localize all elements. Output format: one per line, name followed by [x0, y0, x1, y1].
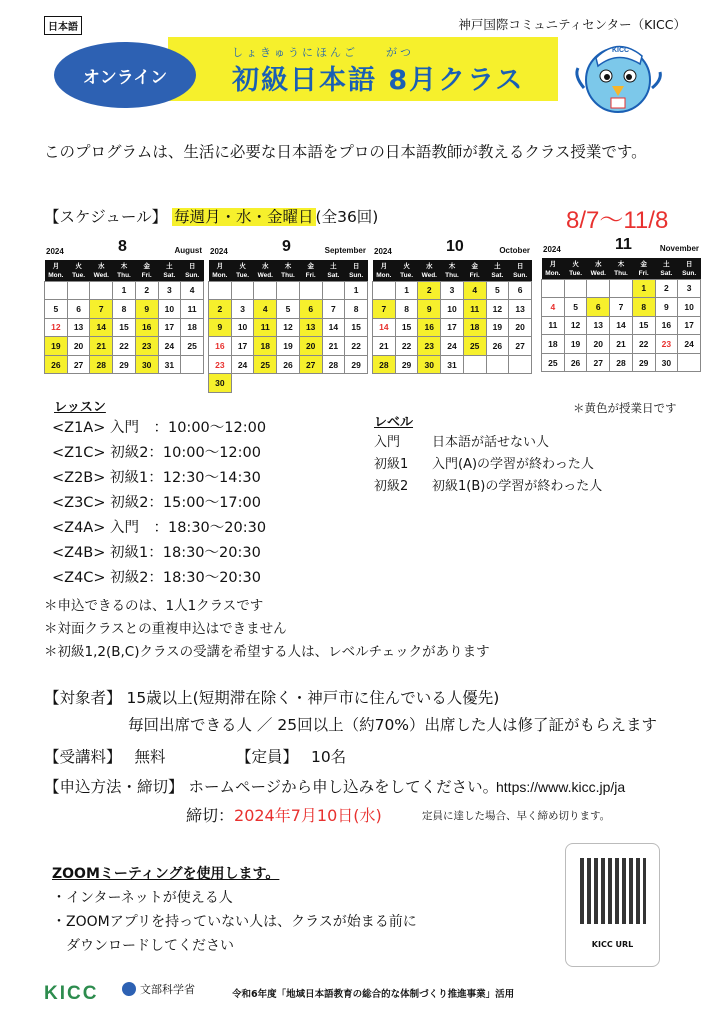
calendar-day: 13	[67, 318, 90, 337]
calendar-day: 17	[158, 318, 181, 337]
lesson-item: <Z4C> 初級2：18:30〜20:30	[52, 570, 261, 586]
calendar-day: 20	[67, 337, 90, 356]
language-tag: 日本語	[44, 16, 82, 35]
calendar-day: 24	[158, 337, 181, 356]
weekday-jp: 水	[418, 260, 441, 270]
calendar-day: 4	[181, 281, 204, 300]
calendar-day: 18	[254, 337, 277, 356]
deadline	[186, 803, 382, 826]
calendar-day: 18	[463, 318, 486, 337]
notes-list	[44, 595, 490, 664]
weekday-jp: 土	[486, 260, 509, 270]
calendar-month-number: 8	[118, 238, 127, 255]
weekday-jp: 火	[67, 260, 90, 270]
deadline-label: 締切：	[186, 806, 235, 825]
calendar-year: 2024	[374, 247, 392, 256]
mascot-illustration	[556, 28, 674, 118]
calendar-month-number: 11	[615, 236, 632, 253]
fee-label: 【受講料】	[44, 748, 122, 766]
calendar-day: 19	[564, 335, 587, 354]
calendar-day: 25	[463, 337, 486, 356]
calendar-day: 23	[418, 337, 441, 356]
calendar-day: 7	[610, 298, 633, 317]
calendar-day: 15	[632, 316, 655, 335]
weekday-en: Wed.	[587, 268, 610, 279]
weekday-en: Sun.	[509, 270, 532, 281]
calendar-day: 5	[277, 300, 300, 319]
calendar-day: 8	[345, 300, 368, 319]
calendar-day: 16	[135, 318, 158, 337]
calendar-day: 27	[299, 355, 322, 374]
calendar-day: 22	[345, 337, 368, 356]
calendar-day: 16	[209, 337, 232, 356]
zoom-line: ・インターネットが使える人	[52, 890, 233, 906]
deadline-note: 定員に達した場合、早く締め切ります。	[422, 810, 611, 822]
calendar-day: 1	[345, 281, 368, 300]
calendar-day: 4	[254, 300, 277, 319]
calendar-day: 15	[113, 318, 136, 337]
weekday-en: Sun.	[181, 270, 204, 281]
zoom-heading: ZOOMミーティングを使用します。	[52, 866, 280, 882]
calendar-day: 9	[135, 300, 158, 319]
lesson-list	[52, 416, 266, 591]
calendar-day: 6	[67, 300, 90, 319]
calendar-month-number: 9	[282, 238, 291, 255]
calendar-day: 21	[90, 337, 113, 356]
calendar-day: 11	[254, 318, 277, 337]
calendar-day: 31	[158, 355, 181, 374]
calendar-day: 19	[45, 337, 68, 356]
weekday-jp: 日	[509, 260, 532, 270]
calendar-day: 2	[209, 300, 232, 319]
mext-emblem-icon	[122, 982, 136, 996]
weekday-en: Sat.	[655, 268, 678, 279]
level-name: 入門	[374, 435, 401, 450]
lesson-item: <Z1C> 初級2：10:00〜12:00	[52, 445, 261, 461]
weekday-jp: 日	[345, 260, 368, 270]
level-name: 初級1	[374, 457, 409, 472]
apply-url-link[interactable]: https://www.kicc.jp/ja	[496, 779, 626, 795]
capacity-value: 10名	[310, 748, 347, 766]
weekday-en: Wed.	[418, 270, 441, 281]
level-item	[374, 454, 602, 476]
lesson-item: <Z4B> 初級1：18:30〜20:30	[52, 545, 261, 561]
qr-code-card[interactable]	[565, 843, 660, 967]
calendar-day	[463, 355, 486, 374]
svg-text:KICC: KICC	[612, 47, 630, 54]
mext-logo	[122, 981, 195, 997]
calendar-day: 9	[209, 318, 232, 337]
weekday-en: Fri.	[299, 270, 322, 281]
schedule-label: 【スケジュール】	[44, 208, 168, 226]
calendar-year: 2024	[46, 247, 64, 256]
calendar-day: 14	[610, 316, 633, 335]
calendar-day: 30	[418, 355, 441, 374]
calendar-day: 26	[277, 355, 300, 374]
weekday-en: Tue.	[67, 270, 90, 281]
calendar-day: 12	[45, 318, 68, 337]
calendar-day: 3	[441, 281, 464, 300]
note-item: ＊申込できるのは、1人1クラスです	[44, 598, 264, 614]
calendar-day: 20	[509, 318, 532, 337]
calendar-day: 22	[632, 335, 655, 354]
calendar-day: 29	[113, 355, 136, 374]
calendar-day: 21	[373, 337, 396, 356]
calendar-day: 19	[277, 337, 300, 356]
weekday-en: Thu.	[277, 270, 300, 281]
calendar-month-number: 10	[446, 238, 464, 255]
lesson-item: <Z1A> 入門 ：10:00〜12:00	[52, 420, 267, 436]
weekday-jp: 月	[209, 260, 232, 270]
calendar-day: 5	[564, 298, 587, 317]
calendar-day: 30	[135, 355, 158, 374]
calendar-year: 2024	[543, 245, 561, 254]
calendar-month	[372, 238, 532, 374]
weekday-en: Mon.	[373, 270, 396, 281]
calendar-day: 24	[441, 337, 464, 356]
calendar-day: 6	[509, 281, 532, 300]
calendar-day: 28	[373, 355, 396, 374]
calendar-month	[208, 238, 368, 393]
calendar-day: 1	[395, 281, 418, 300]
calendar-day	[564, 279, 587, 298]
calendar-day: 15	[345, 318, 368, 337]
calendar-day: 27	[509, 337, 532, 356]
calendar-day: 23	[209, 355, 232, 374]
apply-value: ホームページから申し込みをしてください。	[188, 778, 499, 796]
weekday-en: Fri.	[463, 270, 486, 281]
mext-name: 文部科学省	[140, 983, 195, 996]
capacity-label: 【定員】	[236, 748, 299, 766]
yellow-note: ＊黄色が授業日です	[573, 401, 677, 415]
zoom-section	[52, 862, 417, 958]
calendar-day: 15	[395, 318, 418, 337]
calendar-day: 17	[678, 316, 701, 335]
weekday-jp: 水	[90, 260, 113, 270]
calendar-day: 23	[655, 335, 678, 354]
calendar-day: 16	[418, 318, 441, 337]
calendar-day: 9	[655, 298, 678, 317]
calendar-day: 19	[486, 318, 509, 337]
calendar-day	[67, 281, 90, 300]
weekday-jp: 土	[158, 260, 181, 270]
calendar-day: 18	[181, 318, 204, 337]
calendar-day: 29	[395, 355, 418, 374]
calendar-month-name: September	[324, 246, 366, 255]
weekday-en: Thu.	[113, 270, 136, 281]
calendar-day: 22	[113, 337, 136, 356]
level-desc: 入門(A)の学習が終わった人	[432, 457, 594, 472]
footer-note: 令和6年度「地域日本語教育の総合的な体制づくり推進事業」活用	[232, 989, 515, 1000]
weekday-jp: 日	[181, 260, 204, 270]
calendar-month-name: November	[659, 244, 699, 253]
calendar-day: 10	[678, 298, 701, 317]
weekday-jp: 火	[564, 258, 587, 268]
calendar-day: 8	[395, 300, 418, 319]
calendar-day	[181, 355, 204, 374]
weekday-jp: 火	[231, 260, 254, 270]
schedule-count: (全36回)	[315, 208, 379, 226]
weekday-en: Mon.	[542, 268, 565, 279]
calendar-day: 16	[655, 316, 678, 335]
calendar-day: 14	[373, 318, 396, 337]
title-ruby: しょきゅうにほんご がつ	[232, 46, 414, 59]
calendar-day: 14	[322, 318, 345, 337]
page-title: 初級日本語 8月クラス	[232, 65, 525, 96]
weekday-jp: 木	[277, 260, 300, 270]
calendar-day: 22	[395, 337, 418, 356]
online-badge: オンライン	[54, 42, 196, 108]
calendar-day: 2	[418, 281, 441, 300]
level-desc: 日本語が話せない人	[432, 435, 550, 450]
calendar-day: 5	[45, 300, 68, 319]
calendar-day: 26	[564, 353, 587, 372]
weekday-en: Sat.	[322, 270, 345, 281]
calendar-day: 5	[486, 281, 509, 300]
calendar-day: 28	[610, 353, 633, 372]
qr-code-icon[interactable]	[580, 858, 646, 924]
calendar-day	[277, 281, 300, 300]
calendar-day: 20	[299, 337, 322, 356]
weekday-jp: 土	[322, 260, 345, 270]
weekday-jp: 月	[45, 260, 68, 270]
weekday-en: Fri.	[135, 270, 158, 281]
calendar-month	[44, 238, 204, 374]
calendar-day: 11	[542, 316, 565, 335]
qr-label: KICC URL	[591, 940, 634, 949]
calendar-day	[509, 355, 532, 374]
weekday-jp: 金	[463, 260, 486, 270]
weekday-jp: 金	[299, 260, 322, 270]
weekday-jp: 月	[373, 260, 396, 270]
date-range: 8/7〜11/8	[566, 207, 669, 234]
weekday-en: Mon.	[209, 270, 232, 281]
calendar-day: 18	[542, 335, 565, 354]
calendar-day: 4	[542, 298, 565, 317]
level-list	[374, 432, 602, 498]
calendar-day: 13	[509, 300, 532, 319]
weekday-en: Mon.	[45, 270, 68, 281]
zoom-line: ダウンロードしてください	[52, 938, 234, 954]
capacity-row	[236, 745, 346, 767]
lesson-label: レッスン	[54, 400, 106, 415]
calendar-day	[486, 355, 509, 374]
lesson-item: <Z4A> 入門 ：18:30〜20:30	[52, 520, 267, 536]
calendar-day	[90, 281, 113, 300]
calendar-day: 8	[113, 300, 136, 319]
calendar-day: 25	[254, 355, 277, 374]
calendar-day: 26	[45, 355, 68, 374]
calendar-day: 23	[135, 337, 158, 356]
calendar-day: 17	[231, 337, 254, 356]
calendar-day	[209, 281, 232, 300]
apply-row	[44, 775, 498, 797]
target-label: 【対象者】	[44, 689, 122, 707]
calendar-day: 6	[299, 300, 322, 319]
weekday-jp: 木	[610, 258, 633, 268]
calendar-day: 12	[564, 316, 587, 335]
calendar-day	[610, 279, 633, 298]
weekday-en: Tue.	[395, 270, 418, 281]
lesson-item: <Z2B> 初級1：12:30〜14:30	[52, 470, 261, 486]
calendar-day: 21	[322, 337, 345, 356]
calendar-day: 28	[90, 355, 113, 374]
calendar-day: 7	[322, 300, 345, 319]
calendar-day: 28	[322, 355, 345, 374]
calendar-day: 25	[542, 353, 565, 372]
calendar-day	[322, 281, 345, 300]
calendar-day: 3	[158, 281, 181, 300]
weekday-jp: 水	[587, 258, 610, 268]
weekday-en: Tue.	[564, 268, 587, 279]
kicc-logo: KICC	[44, 983, 99, 1004]
calendar-day: 20	[587, 335, 610, 354]
level-name: 初級2	[374, 479, 409, 494]
apply-label: 【申込方法・締切】	[44, 778, 184, 796]
fee-value: 無料	[134, 748, 166, 766]
note-item: ＊初級1,2(B,C)クラスの受講を希望する人は、レベルチェックがあります	[44, 644, 490, 660]
calendar-day: 27	[67, 355, 90, 374]
calendar-day: 11	[181, 300, 204, 319]
calendar-day: 2	[655, 279, 678, 298]
weekday-en: Thu.	[610, 268, 633, 279]
calendar-day: 26	[486, 337, 509, 356]
target-line2: 毎回出席できる人 ／ 25回以上（約70%）出席した人は修了証がもらえます	[128, 716, 658, 734]
calendar-day: 3	[678, 279, 701, 298]
calendar-day: 29	[632, 353, 655, 372]
calendar-day: 24	[678, 335, 701, 354]
weekday-en: Sat.	[486, 270, 509, 281]
weekday-jp: 土	[655, 258, 678, 268]
weekday-jp: 木	[113, 260, 136, 270]
weekday-jp: 水	[254, 260, 277, 270]
calendar-day: 30	[655, 353, 678, 372]
calendar-day: 9	[418, 300, 441, 319]
calendar-day	[542, 279, 565, 298]
calendar-day: 27	[587, 353, 610, 372]
level-desc: 初級1(B)の学習が終わった人	[432, 479, 603, 494]
calendar-day: 6	[587, 298, 610, 317]
calendar-day: 12	[277, 318, 300, 337]
weekday-en: Sun.	[345, 270, 368, 281]
target-line1: 15歳以上(短期滞在除く・神戸市に住んでいる人優先)	[126, 689, 500, 707]
calendar-day: 25	[181, 337, 204, 356]
weekday-jp: 月	[542, 258, 565, 268]
calendar-day: 13	[299, 318, 322, 337]
calendar-day	[678, 353, 701, 372]
fee-row	[44, 745, 165, 767]
weekday-en: Tue.	[231, 270, 254, 281]
calendar-day: 1	[113, 281, 136, 300]
weekday-jp: 金	[632, 258, 655, 268]
organization-name: 神戸国際コミュニティセンター（KICC）	[458, 17, 686, 32]
calendar-day: 12	[486, 300, 509, 319]
weekday-jp: 木	[441, 260, 464, 270]
calendar-day: 10	[441, 300, 464, 319]
schedule-days: 毎週月・水・金曜日	[174, 208, 314, 226]
weekday-en: Fri.	[632, 268, 655, 279]
calendar-day: 7	[373, 300, 396, 319]
calendar-day: 8	[632, 298, 655, 317]
weekday-en: Sat.	[158, 270, 181, 281]
intro-text: このプログラムは、生活に必要な日本語をプロの日本語教師が教えるクラス授業です。	[44, 143, 647, 161]
calendar-day: 10	[231, 318, 254, 337]
calendar-day: 21	[610, 335, 633, 354]
calendar-month-name: August	[174, 246, 202, 255]
weekday-jp: 金	[135, 260, 158, 270]
calendar-day: 14	[90, 318, 113, 337]
calendar-day: 10	[158, 300, 181, 319]
calendar-day: 1	[632, 279, 655, 298]
schedule-line	[44, 205, 378, 227]
calendar-day	[373, 281, 396, 300]
calendar-day	[587, 279, 610, 298]
target-row	[44, 686, 499, 708]
note-item: ＊対面クラスとの重複申込はできません	[44, 621, 287, 637]
deadline-date: 2024年7月10日(水)	[234, 806, 382, 825]
calendar-day: 24	[231, 355, 254, 374]
weekday-en: Sun.	[678, 268, 701, 279]
calendar-year: 2024	[210, 247, 228, 256]
calendar-day	[254, 281, 277, 300]
level-item	[374, 476, 602, 498]
zoom-line: ・ZOOMアプリを持っていない人は、クラスが始まる前に	[52, 914, 417, 930]
calendar-day	[45, 281, 68, 300]
calendar-day: 31	[441, 355, 464, 374]
weekday-jp: 日	[678, 258, 701, 268]
calendar-day	[231, 281, 254, 300]
level-label: レベル	[374, 415, 414, 430]
calendar-day: 30	[209, 374, 232, 393]
calendar-day: 17	[441, 318, 464, 337]
weekday-en: Wed.	[90, 270, 113, 281]
weekday-jp: 火	[395, 260, 418, 270]
calendar-day: 3	[231, 300, 254, 319]
lesson-item: <Z3C> 初級2：15:00〜17:00	[52, 495, 261, 511]
calendar-day: 13	[587, 316, 610, 335]
calendar-day	[299, 281, 322, 300]
calendar-month-name: October	[499, 246, 530, 255]
calendar-day: 4	[463, 281, 486, 300]
calendar-month	[541, 236, 701, 372]
weekday-en: Wed.	[254, 270, 277, 281]
level-item	[374, 432, 602, 454]
calendar-day: 2	[135, 281, 158, 300]
calendar-day: 11	[463, 300, 486, 319]
calendar-day: 7	[90, 300, 113, 319]
weekday-en: Thu.	[441, 270, 464, 281]
calendar-day: 29	[345, 355, 368, 374]
